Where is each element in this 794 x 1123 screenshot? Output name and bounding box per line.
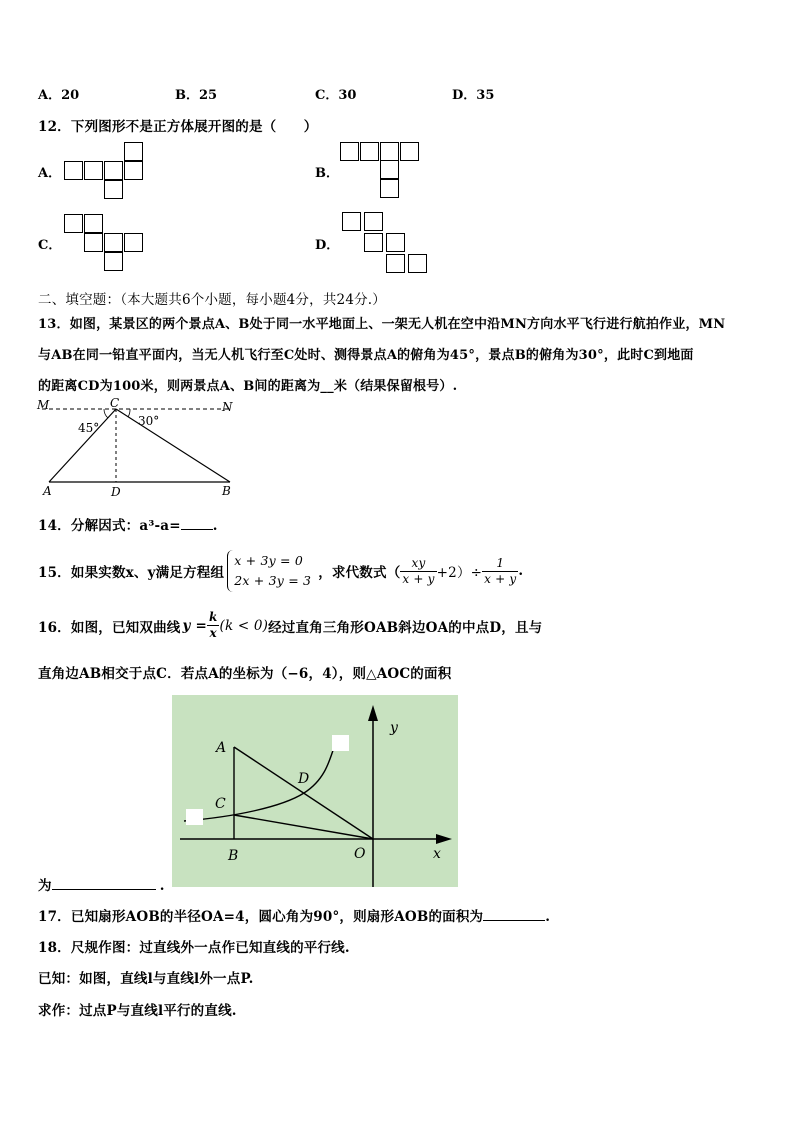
q15 <box>38 550 523 592</box>
q16-x: x <box>209 626 217 640</box>
label-a: A <box>216 740 227 756</box>
q13-figure <box>34 397 244 499</box>
q15-eq1: x + 3y = 0 <box>234 553 304 568</box>
q15-plus: +2）÷ <box>436 565 483 581</box>
label-b: B <box>228 848 239 864</box>
q16-frac <box>207 610 220 641</box>
cb-line <box>116 409 230 482</box>
section-heading: 二、填空题：（本大题共6个小题，每小题4分，共24分.） <box>38 292 386 308</box>
q16-post: 经过直角三角形OAB斜边OA的中点D，且与 <box>268 619 543 636</box>
label-y: y <box>390 720 398 736</box>
label-n: N <box>222 400 233 414</box>
label-x: x <box>433 846 441 862</box>
label-m: M <box>37 398 50 412</box>
q15-frac2 <box>482 556 518 587</box>
q15-den2: x + y <box>484 571 517 586</box>
q17-blank <box>483 920 545 921</box>
q15-mid: ，求代数式（ <box>318 565 401 581</box>
figure-bg <box>172 695 458 887</box>
white-box-right <box>332 735 349 751</box>
label-d: D <box>298 771 310 787</box>
q14-blank <box>181 529 213 530</box>
q12-label-b: B． <box>315 166 339 181</box>
q16-pre: 16．如图，已知双曲线 <box>38 619 181 636</box>
q15-frac1 <box>400 556 436 587</box>
q12-stem: 12．下列图形不是正方体展开图的是（ ） <box>38 119 318 135</box>
q15-eq2: 2x + 3y = 3 <box>234 573 312 588</box>
label-a: A <box>43 484 52 498</box>
q16-line3 <box>38 874 165 894</box>
label-c: C <box>110 397 120 410</box>
white-box-left <box>186 809 203 825</box>
q11-option-b: B．25 <box>175 88 218 103</box>
q14-text: 14．分解因式：a³-a= <box>38 518 181 534</box>
label-d: D <box>111 485 121 499</box>
q15-num2: 1 <box>482 556 518 572</box>
q18-line1: 18．尺规作图：过直线外一点作已知直线的平行线. <box>38 940 350 956</box>
q16-line1 <box>38 610 542 641</box>
q17-text: 17．已知扇形AOB的半径OA=4，圆心角为90°，则扇形AOB的面积为 <box>38 909 484 925</box>
q17-end: . <box>545 909 551 925</box>
ca-line <box>49 409 116 482</box>
label-o: O <box>354 846 366 862</box>
q14-end: . <box>212 518 218 534</box>
label-c: C <box>215 796 226 812</box>
q15-end: . <box>518 563 524 579</box>
q17 <box>38 905 550 925</box>
q12-label-d: D． <box>315 238 340 253</box>
q16-line3-end: . <box>159 878 165 894</box>
q13-line3: 的距离CD为100米，则两景点A、B间的距离为__米（结果保留根号）. <box>38 379 458 394</box>
q16-blank <box>52 889 156 890</box>
q18-line3: 求作：过点P与直线l平行的直线. <box>38 1003 237 1019</box>
label-30: 30° <box>138 414 160 428</box>
q16-line3-pre: 为 <box>38 878 52 894</box>
q15-pre: 15．如果实数x、y满足方程组 <box>38 565 225 581</box>
q16-figure <box>172 695 458 887</box>
q11-option-c: C．30 <box>315 88 357 103</box>
q14 <box>38 514 218 534</box>
label-b: B <box>222 484 231 498</box>
q15-den1: x + y <box>402 571 435 586</box>
q16-cond: (k < 0) <box>219 617 269 634</box>
q16-k: k <box>208 610 218 624</box>
q13-line2: 与AB在同一铅直平面内，当无人机飞行至C处时、测得景点A的俯角为45°，景点B的俯角为30°，此时C到地面 <box>38 348 694 363</box>
q12-label-a: A． <box>38 166 62 181</box>
q12-label-c: C． <box>38 238 62 253</box>
q16-line2: 直角边AB相交于点C．若点A的坐标为（−6，4），则△AOC的面积 <box>38 666 452 682</box>
q11-option-a: A．20 <box>38 88 80 103</box>
q13-line1: 13．如图，某景区的两个景点A、B处于同一水平地面上、一架无人机在空中沿MN方向水平飞行进行航拍作业，MN <box>38 317 726 332</box>
q15-num1: xy <box>400 556 436 572</box>
q18-line2: 已知：如图，直线l与直线l外一点P. <box>38 971 254 987</box>
q16-y-eq: y = <box>182 617 207 634</box>
q15-equation-system <box>227 550 315 592</box>
label-45: 45° <box>78 421 100 435</box>
q11-option-d: D．35 <box>452 88 495 103</box>
